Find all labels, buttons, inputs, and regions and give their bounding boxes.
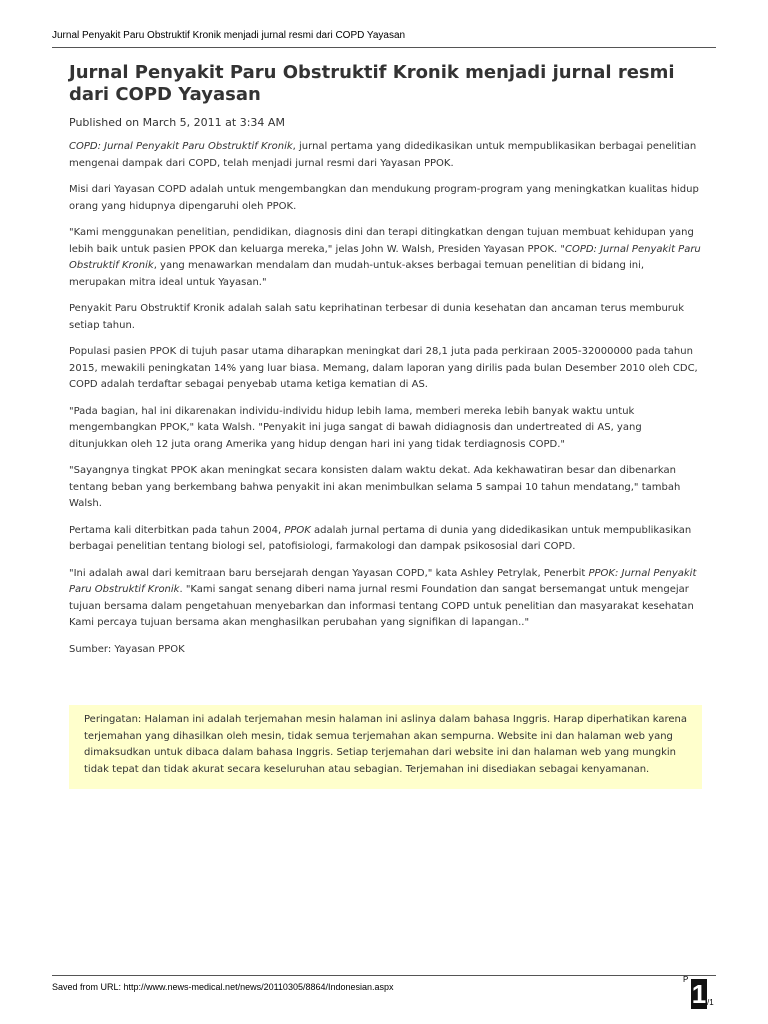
footer-divider [52, 975, 716, 976]
source-line: Sumber: Yayasan PPOK [69, 643, 185, 655]
paragraph-text: "Ini adalah awal dari kemitraan baru bersejarah dengan Yayasan COPD," kata Ashley Petrylak, Penerbit [69, 567, 589, 579]
paragraph-3 [69, 225, 702, 291]
article-title: Jurnal Penyakit Paru Obstruktif Kronik menjadi jurnal resmi dari COPD Yayasan [69, 62, 675, 105]
paragraph-text: "Kami menggunakan penelitian, pendidikan, diagnosis dini dan terapi ditingkatkan dengan tujuan membuat kehidupan yang lebih baik untuk pasien PPOK dan keluarga mereka," jelas John W. Walsh, Presiden Yayasan PPOK. [69, 227, 694, 255]
page-number: 1 [691, 979, 707, 1009]
paragraph-9 [69, 566, 702, 632]
page-total: /1 [707, 998, 714, 1007]
translation-disclaimer: Peringatan: Halaman ini adalah terjemahan mesin halaman ini aslinya dalam bahasa Inggris. Harap diperhatikan karena terjemahan yang dihasilkan oleh mesin, tidak semua terjemahan akan sempurna. Website ini dan halaman web yang dimaksudkan untuk dibaca dalam bahasa Inggris. Setiap terjemahan dari website ini dan halaman web yang mungkin tidak tepat dan tidak akurat secara keseluruhan atau sebagian. Terjemahan ini disediakan sebagai kenyamanan. [69, 705, 702, 789]
paragraph-8 [69, 523, 702, 556]
paragraph-text: Pertama kali diterbitkan pada tahun 2004, [69, 524, 285, 536]
page-number-badge [669, 975, 717, 1011]
paragraph-6: "Pada bagian, hal ini dikarenakan individu-individu hidup lebih lama, memberi mereka lebih banyak waktu untuk mengembangkan PPOK," kata Walsh. "Penyakit ini juga sangat di bawah didiagnosis dan undertreated di AS, yang ditunjukkan oleh 12 juta orang Amerika yang hidup dengan hari ini yang tidak terdiagnosis COPD." [69, 405, 642, 450]
saved-from-url: Saved from URL: http://www.news-medical.net/news/20110305/8864/Indonesian.aspx [52, 982, 394, 992]
paragraph-4: Penyakit Paru Obstruktif Kronik adalah salah satu keprihatinan terbesar di dunia kesehatan dan ancaman terus memburuk setiap tahun. [69, 303, 685, 331]
journal-name-italic: "COPD: Jurnal Penyakit Paru Obstruktif Kronik [69, 243, 701, 271]
paragraph-5: Populasi pasien PPOK di tujuh pasar utama diharapkan meningkat dari 28,1 juta pada perkiraan 2005-32000000 pada tahun 2015, mewakili peningkatan 14% yang luar biasa. Memang, dalam laporan yang dirilis pada bulan Desember 2010 oleh CDC, COPD adalah terdaftar sebagai penyebab utama ketiga kematian di AS. [69, 346, 698, 390]
article-body [69, 62, 702, 658]
paragraph-text: , yang menawarkan mendalam dan mudah-untuk-akses berbagai temuan penelitian di bidang ini, merupakan mitra ideal untuk Yayasan." [69, 260, 645, 288]
journal-name-italic: COPD: Jurnal Penyakit Paru Obstruktif Kronik [69, 141, 293, 152]
page-prefix: P [683, 975, 689, 984]
journal-name-italic: PPOK: Jurnal Penyakit Paru Obstruktif Kronik [69, 567, 697, 595]
paragraph-text: adalah jurnal pertama di dunia yang didedikasikan untuk mempublikasikan berbagai penelitian tentang biologi sel, patofisiologi, farmakologi dan dampak psikososial dari COPD. [69, 524, 692, 552]
publish-date: Published on March 5, 2011 at 3:34 AM [69, 116, 285, 129]
paragraph-2: Misi dari Yayasan COPD adalah untuk mengembangkan dan mendukung program-program yang meningkatkan kualitas hidup orang yang hidupnya dipengaruhi oleh PPOK. [69, 184, 699, 212]
running-header: Jurnal Penyakit Paru Obstruktif Kronik menjadi jurnal resmi dari COPD Yayasan [52, 30, 406, 41]
header-divider [52, 47, 716, 48]
journal-name-italic: PPOK [284, 524, 311, 536]
paragraph-text: , jurnal pertama yang didedikasikan untuk mempublikasikan berbagai penelitian mengenai dampak dari COPD, telah menjadi jurnal resmi dari Yayasan PPOK. [69, 141, 697, 169]
paragraph-7: "Sayangnya tingkat PPOK akan meningkat secara konsisten dalam waktu dekat. Ada kekhawatiran besar dan dibenarkan tentang beban yang berkembang bahwa penyakit ini akan menimbulkan selama 5 sampai 10 tahun mendatang," tambah Walsh. [69, 465, 681, 509]
paragraph-text: . "Kami sangat senang diberi nama jurnal resmi Foundation dan sangat bersemangat untuk mengejar tujuan bersama dalam pengetahuan menyebarkan dan informasi tentang COPD untuk penelitian dan masyarakat kesehatan Kami percaya tujuan bersama akan menghasilkan perubahan yang signifikan di lapangan.." [69, 584, 694, 628]
paragraph-1 [69, 139, 702, 172]
